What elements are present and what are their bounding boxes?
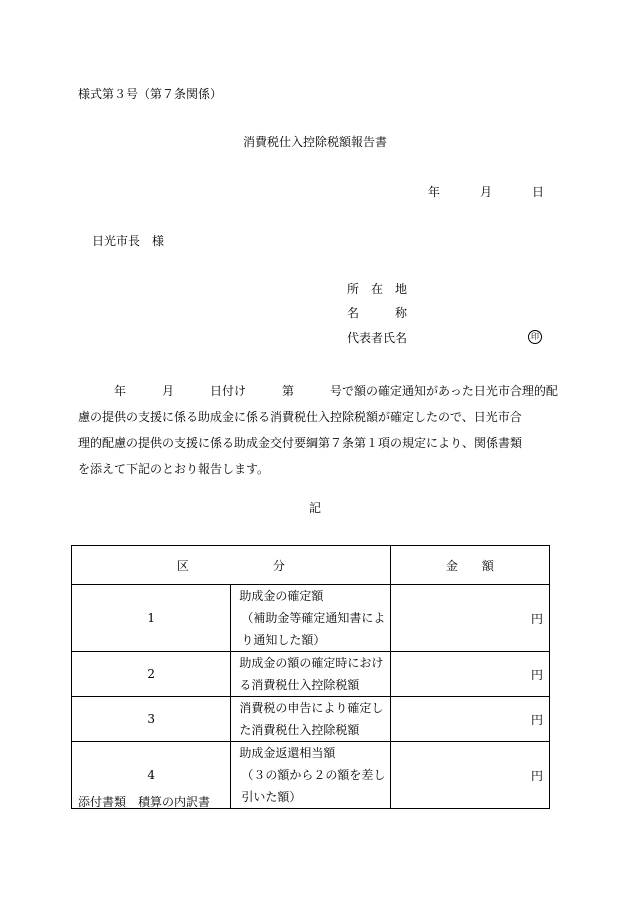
- row-amount-unit: 円: [390, 585, 549, 652]
- row-item-note: （補助金等確定通知書により通知した額）: [241, 611, 386, 647]
- date-year-label: 年: [428, 185, 441, 199]
- body-line: 年 月 日付け 第 号で額の確定通知があった日光市合理的配: [78, 384, 558, 398]
- header-amount: 金 額: [390, 546, 549, 585]
- seal-icon: 印: [528, 330, 542, 344]
- report-table: [71, 545, 550, 809]
- date-day-label: 日: [532, 185, 545, 199]
- row-number: 1: [72, 585, 231, 652]
- row-number: 3: [72, 697, 231, 742]
- table-row: [72, 652, 550, 697]
- row-item-label: 助成金の額の確定時における消費税仕入控除税額: [231, 652, 390, 697]
- header-category: [72, 546, 391, 585]
- row-item-label: 助成金返還相当額: [239, 746, 336, 760]
- row-item-note: （３の額から２の額を差し引いた額）: [241, 768, 386, 804]
- addressee: 日光市長 様: [92, 234, 165, 248]
- row-amount-unit: 円: [390, 697, 549, 742]
- body-line: 理的配慮の提供の支援に係る助成金交付要綱第７条第１項の規定により、関係書類: [78, 436, 523, 450]
- attachments-line: 添付書類 積算の内訳書: [78, 795, 211, 809]
- row-item: [231, 742, 390, 809]
- body-line: を添えて下記のとおり報告します。: [78, 462, 270, 476]
- date-month-label: 月: [480, 185, 493, 199]
- table-header-row: [72, 546, 550, 585]
- header-category-1: 区: [176, 558, 189, 573]
- body-paragraph: [78, 378, 562, 482]
- section-heading-ki: 記: [308, 501, 321, 515]
- body-line: 慮の提供の支援に係る助成金に係る消費税仕入控除税額が確定したので、日光市合: [78, 410, 522, 424]
- header-category-2: 分: [272, 558, 285, 573]
- row-item-label: 助成金の確定額: [239, 589, 324, 603]
- applicant-name-label: 名 称: [347, 306, 408, 320]
- table-row: [72, 585, 550, 652]
- row-number: 4: [72, 742, 231, 809]
- row-number: 2: [72, 652, 231, 697]
- applicant-representative-label: 代表者氏名: [347, 331, 408, 345]
- row-item-label: 消費税の申告により確定した消費税仕入控除税額: [231, 697, 390, 742]
- form-number: 様式第３号（第７条関係）: [78, 87, 223, 101]
- applicant-address-label: 所 在 地: [347, 282, 408, 296]
- row-item: [231, 585, 390, 652]
- table-row: [72, 697, 550, 742]
- row-amount-unit: 円: [390, 742, 549, 809]
- row-amount-unit: 円: [390, 652, 549, 697]
- document-title: 消費税仕入控除税額報告書: [242, 135, 387, 149]
